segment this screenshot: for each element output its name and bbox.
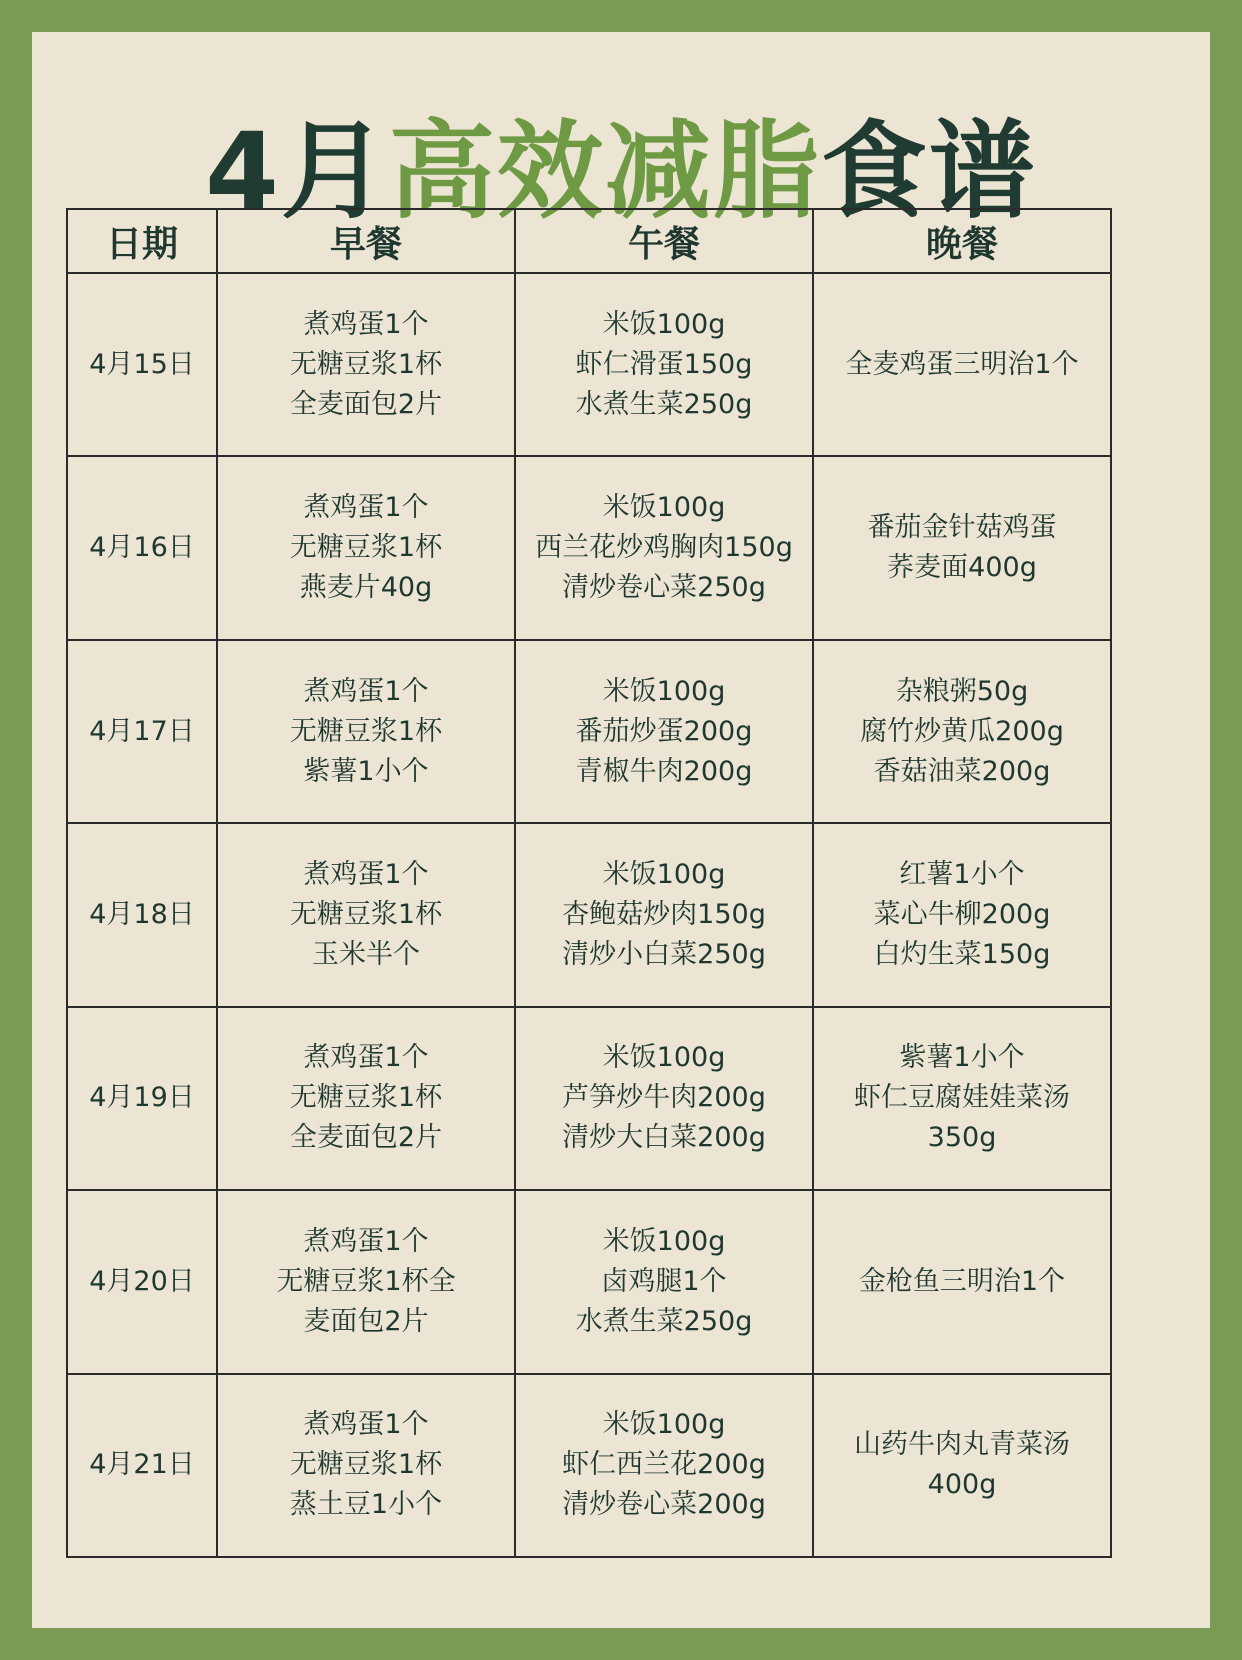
lunch-item: 清炒卷心菜250g — [562, 572, 766, 604]
breakfast-cell — [217, 1190, 515, 1373]
date-cell: 4月17日 — [67, 640, 217, 823]
dinner-item: 白灼生菜150g — [873, 938, 1051, 970]
header-dinner: 晚餐 — [813, 209, 1111, 273]
lunch-item: 米饭100g — [602, 1042, 726, 1074]
lunch-item: 米饭100g — [602, 675, 726, 707]
lunch-item: 杏鲍菇炒肉150g — [562, 898, 766, 930]
lunch-item: 清炒卷心菜200g — [562, 1489, 766, 1521]
dinner-item: 400g — [927, 1469, 997, 1501]
lunch-item: 水煮生菜250g — [575, 1305, 753, 1337]
breakfast-cell — [217, 273, 515, 456]
dinner-cell — [813, 456, 1111, 639]
title-accent: 高效减脂 — [388, 110, 821, 233]
dinner-item: 虾仁豆腐娃娃菜汤 — [854, 1082, 1070, 1114]
lunch-cell — [515, 1007, 813, 1190]
breakfast-cell — [217, 823, 515, 1006]
table-row — [67, 1190, 1111, 1373]
breakfast-item: 麦面包2片 — [303, 1305, 429, 1337]
dinner-cell — [813, 1374, 1111, 1557]
lunch-item: 清炒小白菜250g — [562, 938, 766, 970]
lunch-item: 西兰花炒鸡胸肉150g — [535, 532, 793, 564]
date-cell: 4月16日 — [67, 456, 217, 639]
header-row — [67, 209, 1111, 273]
breakfast-item: 紫薯1小个 — [303, 755, 429, 787]
breakfast-item: 燕麦片40g — [299, 572, 433, 604]
lunch-item: 芦笋炒牛肉200g — [562, 1082, 766, 1114]
breakfast-item: 无糖豆浆1杯全 — [276, 1265, 456, 1297]
breakfast-item: 无糖豆浆1杯 — [289, 715, 443, 747]
lunch-cell — [515, 640, 813, 823]
breakfast-item: 煮鸡蛋1个 — [303, 1042, 429, 1074]
dinner-item: 金枪鱼三明治1个 — [858, 1265, 1066, 1297]
title-suffix: 食谱 — [820, 110, 1037, 233]
dinner-item: 杂粮粥50g — [895, 675, 1029, 707]
title-prefix: 4月 — [205, 110, 389, 233]
dinner-cell — [813, 1007, 1111, 1190]
breakfast-cell — [217, 1374, 515, 1557]
meal-plan-body — [67, 273, 1111, 1557]
breakfast-cell — [217, 1007, 515, 1190]
breakfast-item: 全麦面包2片 — [289, 388, 443, 420]
breakfast-item: 无糖豆浆1杯 — [289, 1082, 443, 1114]
dinner-item: 红薯1小个 — [899, 858, 1025, 890]
lunch-item: 水煮生菜250g — [575, 388, 753, 420]
date-cell: 4月18日 — [67, 823, 217, 1006]
dinner-item: 紫薯1小个 — [899, 1042, 1025, 1074]
breakfast-cell — [217, 640, 515, 823]
date-cell: 4月19日 — [67, 1007, 217, 1190]
breakfast-item: 煮鸡蛋1个 — [303, 492, 429, 524]
breakfast-item: 煮鸡蛋1个 — [303, 858, 429, 890]
lunch-item: 米饭100g — [602, 1225, 726, 1257]
breakfast-item: 蒸土豆1小个 — [289, 1489, 443, 1521]
lunch-item: 米饭100g — [602, 492, 726, 524]
dinner-item: 香菇油菜200g — [873, 755, 1051, 787]
lunch-item: 清炒大白菜200g — [562, 1122, 766, 1154]
dinner-item: 荞麦面400g — [887, 552, 1037, 584]
date-cell: 4月15日 — [67, 273, 217, 456]
breakfast-item: 煮鸡蛋1个 — [303, 1225, 429, 1257]
date-cell: 4月20日 — [67, 1190, 217, 1373]
lunch-item: 番茄炒蛋200g — [575, 715, 753, 747]
lunch-item: 青椒牛肉200g — [575, 755, 753, 787]
table-row — [67, 1374, 1111, 1557]
header-lunch: 午餐 — [515, 209, 813, 273]
dinner-item: 菜心牛柳200g — [873, 898, 1051, 930]
breakfast-item: 煮鸡蛋1个 — [303, 1409, 429, 1441]
breakfast-item: 玉米半个 — [312, 938, 420, 970]
table-row — [67, 456, 1111, 639]
breakfast-item: 煮鸡蛋1个 — [303, 675, 429, 707]
lunch-cell — [515, 1374, 813, 1557]
breakfast-item: 无糖豆浆1杯 — [289, 532, 443, 564]
header-date: 日期 — [67, 209, 217, 273]
dinner-item: 350g — [927, 1122, 997, 1154]
breakfast-item: 无糖豆浆1杯 — [289, 348, 443, 380]
dinner-item: 番茄金针菇鸡蛋 — [867, 512, 1057, 544]
lunch-cell — [515, 823, 813, 1006]
breakfast-cell — [217, 456, 515, 639]
breakfast-item: 煮鸡蛋1个 — [303, 308, 429, 340]
header-breakfast: 早餐 — [217, 209, 515, 273]
date-cell: 4月21日 — [67, 1374, 217, 1557]
meal-plan-table — [66, 208, 1112, 1558]
dinner-cell — [813, 273, 1111, 456]
lunch-cell — [515, 1190, 813, 1373]
dinner-cell — [813, 640, 1111, 823]
table-row — [67, 640, 1111, 823]
table-row — [67, 1007, 1111, 1190]
lunch-cell — [515, 456, 813, 639]
dinner-cell — [813, 1190, 1111, 1373]
lunch-cell — [515, 273, 813, 456]
lunch-item: 米饭100g — [602, 1409, 726, 1441]
lunch-item: 卤鸡腿1个 — [601, 1265, 727, 1297]
breakfast-item: 无糖豆浆1杯 — [289, 898, 443, 930]
breakfast-item: 无糖豆浆1杯 — [289, 1449, 443, 1481]
dinner-cell — [813, 823, 1111, 1006]
dinner-item: 腐竹炒黄瓜200g — [860, 715, 1064, 747]
lunch-item: 米饭100g — [602, 858, 726, 890]
table-row — [67, 273, 1111, 456]
lunch-item: 虾仁滑蛋150g — [575, 348, 753, 380]
breakfast-item: 全麦面包2片 — [289, 1122, 443, 1154]
lunch-item: 米饭100g — [602, 308, 726, 340]
dinner-item: 全麦鸡蛋三明治1个 — [845, 348, 1079, 380]
table-row — [67, 823, 1111, 1006]
lunch-item: 虾仁西兰花200g — [562, 1449, 766, 1481]
dinner-item: 山药牛肉丸青菜汤 — [854, 1429, 1070, 1461]
